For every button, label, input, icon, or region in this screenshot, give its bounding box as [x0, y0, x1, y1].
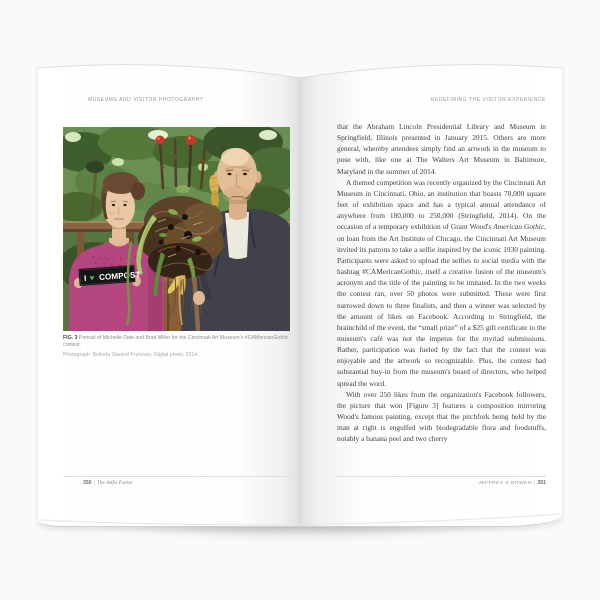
- left-page-footer: 350 | The Selfie Factor: [83, 480, 134, 486]
- left-running-head: MUSEUMS AND VISITOR PHOTOGRAPHY: [88, 97, 204, 103]
- paragraph: that the Abraham Lincoln Presidential Library and Museum in Springfield, Illinois presented in January 2015. Others are more general, whereby attendees simply find an artwork in the museum to pose with, like one at The Walters Art Museum in Baltimore, Maryland in the summer of 2014.: [337, 122, 546, 176]
- figure-credit: Photograph: Belinda Stanton Frykman. Digital photo, 2014.: [63, 352, 199, 359]
- right-footer-rule: [337, 476, 546, 477]
- body-text: [337, 121, 546, 445]
- figure-caption-text: Portrait of Michelle Dale and Brad Miller for the Cincinnati Art Museum's #CAMericanGothic contest.: [63, 335, 289, 349]
- sign-text: I ♥ COMPOST: [83, 270, 141, 284]
- cherry-tomato: [186, 135, 196, 145]
- left-page-number: 350: [83, 480, 92, 486]
- right-page-number: 351: [537, 480, 546, 486]
- figure-caption: [63, 335, 290, 360]
- figure-label: FIG. 3: [63, 335, 78, 341]
- author-name: JEFFREY S BOWEN: [478, 481, 532, 486]
- paragraph: A themed competition was recently organized by the Cincinnati Art Museum in Cincinnati, Ohio, an institution that boasts 78,000 square feet of exhibition space and has a typical annual attendance of anywhere from 180,000 to 250,000 (Stringfield, 2014). On the occasion of a temporary exhibition of Grant Wood's American Gothic, on loan from the Art Institute of Chicago, the Cincinnati Art Museum invited its patrons to take a selfie inspired by the iconic 1930 painting. Participants were asked to upload the selfies to social media with the hashtag #CAMericanGothic, itself a creative fusion of the museum's acronym and the title of the painting to be imitated. In the two weeks the contest ran, over 50 photos were submitted. These were first narrowed down to three finalists, and then a winner was selected by the amount of likes on Facebook. According to Stringfield, the brainchild of the event, the “small prize” of a $25 gift certificate to the museum's café was not the impetus for the myriad submissions. Rather, participation was fueled by the fact that the contest was enjoyable and the artwork so recognizable. Plus, the contest had substantial buy-in from the museum's board of directors, who helped spread the word.: [337, 177, 546, 388]
- heart-icon: ♥: [89, 273, 95, 283]
- right-running-head: REDEFINING THE VISITOR EXPERIENCE: [430, 97, 546, 103]
- cherry-tomato: [156, 136, 165, 145]
- book-title: The Selfie Factor: [97, 480, 134, 486]
- man-hand: [193, 291, 205, 305]
- book-top-edge: [38, 56, 562, 82]
- figure-photo-american-gothic-parody: [63, 127, 290, 331]
- right-page-footer: JEFFREY S BOWEN | 351: [478, 480, 546, 486]
- hair-bun: [131, 182, 145, 200]
- left-footer-rule: [63, 476, 290, 477]
- paragraph: With over 250 likes from the organization's Facebook followers, the picture that won [Figure 3] features a composition mirroring Wood's famous painting, except that the pitchfork being held by the man at right is engulfed with biodegradable flora and foodstuffs, notably a banana peel and two cherry: [337, 389, 546, 444]
